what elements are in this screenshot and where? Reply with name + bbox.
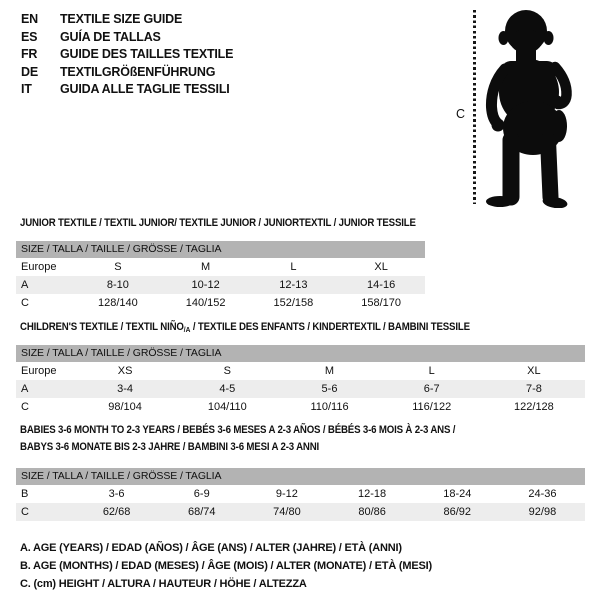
children-table-title — [20, 321, 470, 336]
row-label: A — [21, 383, 29, 395]
junior-table-title: JUNIOR TEXTILE / TEXTIL JUNIOR/ TEXTILE JUNIOR / JUNIORTEXTIL / JUNIOR TESSILE — [20, 217, 416, 229]
legend-notes — [20, 539, 432, 593]
height-measure-label: C — [456, 107, 466, 121]
table-row-height — [16, 398, 585, 416]
language-title: GUIDA ALLE TAGLIE TESSILI — [60, 82, 230, 96]
language-code: IT — [21, 82, 32, 96]
height-cell: 80/86 — [358, 506, 386, 518]
size-cell: XL — [527, 365, 541, 377]
height-measure-dashed-line — [473, 10, 476, 204]
language-row-es — [21, 29, 233, 47]
language-title: GUIDE DES TAILLES TEXTILE — [60, 47, 234, 61]
age-cell: 5-6 — [321, 383, 338, 395]
height-cell: 152/158 — [273, 297, 314, 309]
legend-note-c: C. (cm) HEIGHT / ALTURA / HAUTEUR / HÖHE / ALTEZZA — [20, 578, 307, 590]
language-row-en — [21, 11, 233, 29]
language-row-fr — [21, 46, 233, 64]
height-cell: 104/110 — [207, 401, 247, 413]
age-cell: 8-10 — [106, 279, 129, 291]
height-cell: 116/122 — [412, 401, 452, 413]
age-cell: 18-24 — [443, 488, 472, 500]
age-cell: 6-7 — [423, 383, 440, 395]
age-cell: 6-9 — [193, 488, 210, 500]
size-cell: XS — [117, 365, 133, 377]
junior-size-table — [16, 241, 425, 312]
height-cell: 92/98 — [528, 506, 557, 518]
row-label: C — [21, 506, 29, 518]
age-cell: 10-12 — [191, 279, 220, 291]
height-cell: 122/128 — [514, 401, 554, 413]
size-cell: S — [114, 261, 122, 273]
table-row-europe — [16, 258, 425, 276]
row-label: Europe — [21, 365, 57, 377]
language-title: TEXTILE SIZE GUIDE — [60, 12, 183, 26]
baby-silhouette-image — [481, 8, 576, 208]
table-row-age — [16, 276, 425, 294]
age-cell: 14-16 — [367, 279, 396, 291]
language-code: EN — [21, 12, 38, 26]
legend-note-b: B. AGE (MONTHS) / EDAD (MESES) / ÂGE (MOIS) / ALTER (MONATE) / ETÀ (MESI) — [20, 560, 432, 572]
height-cell: 110/116 — [310, 401, 349, 413]
size-cell: XL — [374, 261, 388, 273]
age-cell: 4-5 — [219, 383, 236, 395]
age-cell: 3-4 — [117, 383, 134, 395]
height-cell: 74/80 — [273, 506, 301, 518]
babies-table-title-line1: BABIES 3-6 MONTH TO 2-3 YEARS / BEBÉS 3-6 MESES A 2-3 AÑOS / BÉBÉS 3-6 MOIS À 2-3 ANS / — [20, 424, 456, 436]
table-row-age-months — [16, 485, 585, 503]
language-row-it — [21, 81, 233, 99]
age-cell: 3-6 — [108, 488, 125, 500]
height-cell: 62/68 — [102, 506, 131, 518]
size-cell: M — [324, 365, 335, 377]
height-cell: 158/170 — [361, 297, 401, 309]
language-code: DE — [21, 64, 38, 79]
age-cell: 9-12 — [275, 488, 298, 500]
size-cell: L — [428, 365, 435, 377]
height-cell: 140/152 — [185, 297, 226, 309]
age-cell: 12-13 — [279, 279, 308, 291]
height-cell: 98/104 — [108, 401, 142, 413]
language-row-de — [21, 64, 233, 82]
row-label: A — [21, 279, 29, 291]
size-header-row: SIZE / TALLA / TAILLE / GRÖSSE / TAGLIA — [16, 468, 585, 485]
age-cell: 24-36 — [528, 488, 557, 500]
age-cell: 12-18 — [358, 488, 387, 500]
size-header-row: SIZE / TALLA / TAILLE / GRÖSSE / TAGLIA — [16, 241, 425, 258]
language-code: ES — [21, 29, 38, 44]
babies-size-table — [16, 468, 585, 521]
legend-note-a: A. AGE (YEARS) / EDAD (AÑOS) / ÂGE (ANS) / ALTER (JAHRE) / ETÀ (ANNI) — [20, 542, 402, 554]
children-size-table — [16, 345, 585, 416]
language-header — [21, 11, 233, 99]
language-title: TEXTILGRÖßENFÜHRUNG — [60, 64, 216, 79]
language-title: GUÍA DE TALLAS — [60, 29, 161, 44]
title-subscript: /A — [183, 325, 191, 334]
row-label: B — [21, 488, 29, 500]
babies-table-title-line2: BABYS 3-6 MONATE BIS 2-3 JAHRE / BAMBINI 3-6 MESI A 2-3 ANNI — [20, 441, 320, 453]
size-cell: S — [223, 365, 231, 377]
row-label: Europe — [21, 261, 57, 273]
title-text: / TEXTILE DES ENFANTS / KINDERTEXTIL / BAMBINI TESSILE — [190, 321, 470, 333]
table-row-height — [16, 294, 425, 312]
title-text: CHILDREN'S TEXTILE / TEXTIL NIÑO — [20, 321, 184, 333]
size-cell: L — [290, 261, 297, 273]
row-label: C — [21, 297, 29, 309]
table-row-europe — [16, 362, 585, 380]
table-row-height — [16, 503, 585, 521]
row-label: C — [21, 401, 29, 413]
language-code: FR — [21, 47, 38, 61]
height-cell: 128/140 — [97, 297, 138, 309]
table-row-age — [16, 380, 585, 398]
height-cell: 68/74 — [187, 506, 216, 518]
age-cell: 7-8 — [525, 383, 542, 395]
height-cell: 86/92 — [443, 506, 472, 518]
size-header-row: SIZE / TALLA / TAILLE / GRÖSSE / TAGLIA — [16, 345, 585, 362]
size-cell: M — [201, 261, 211, 273]
